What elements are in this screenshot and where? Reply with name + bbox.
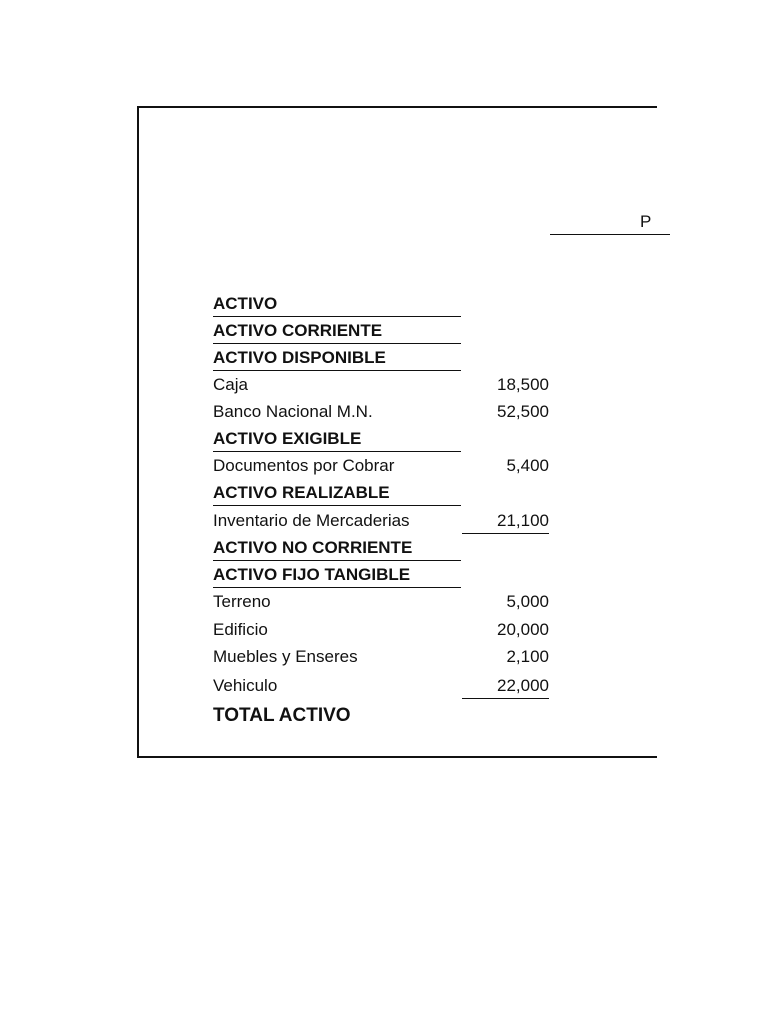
row-amount: 52,500	[497, 402, 549, 421]
row-amount	[462, 344, 549, 371]
row-label: ACTIVO CORRIENTE	[213, 317, 461, 344]
row-activo-disponible	[213, 344, 553, 371]
row-label: ACTIVO DISPONIBLE	[213, 344, 461, 371]
row-amount: 18,500	[497, 375, 549, 394]
row-amount: 5,400	[506, 456, 549, 475]
row-amount	[462, 534, 549, 561]
row-amount	[462, 479, 549, 506]
row-activo-corriente	[213, 317, 553, 344]
row-inventario	[213, 507, 553, 534]
row-amount	[462, 702, 549, 729]
row-vehiculo	[213, 672, 553, 699]
row-label: ACTIVO	[213, 290, 461, 317]
row-caja	[213, 371, 553, 398]
row-activo	[213, 290, 553, 317]
row-label: ACTIVO NO CORRIENTE	[213, 534, 461, 561]
row-amount: 21,100	[462, 507, 549, 534]
row-activo-realizable	[213, 479, 553, 506]
row-activo-no-corriente	[213, 534, 553, 561]
row-label: ACTIVO REALIZABLE	[213, 479, 461, 506]
row-label: Inventario de Mercaderias	[213, 511, 410, 530]
row-activo-exigible	[213, 425, 553, 452]
row-activo-fijo-tangible	[213, 561, 553, 588]
row-label: Banco Nacional M.N.	[213, 402, 373, 421]
row-amount: 22,000	[462, 672, 549, 699]
row-label: TOTAL ACTIVO	[213, 705, 351, 726]
header-partial-title: P	[640, 212, 652, 231]
row-amount	[462, 290, 549, 317]
row-label: Terreno	[213, 592, 271, 611]
row-label: Documentos por Cobrar	[213, 456, 395, 475]
row-terreno	[213, 588, 553, 615]
row-label: ACTIVO EXIGIBLE	[213, 425, 461, 452]
row-label: ACTIVO FIJO TANGIBLE	[213, 561, 461, 588]
row-banco	[213, 398, 553, 425]
row-amount	[462, 317, 549, 344]
row-total-activo	[213, 702, 553, 729]
row-documentos	[213, 452, 553, 479]
row-amount: 5,000	[506, 592, 549, 611]
row-label: Edificio	[213, 620, 268, 639]
row-label: Muebles y Enseres	[213, 647, 358, 666]
row-label: Vehiculo	[213, 676, 278, 695]
header-cell	[550, 208, 670, 235]
row-amount	[462, 425, 549, 452]
row-amount	[462, 561, 549, 588]
row-edificio	[213, 616, 553, 643]
row-amount: 2,100	[506, 647, 549, 666]
row-amount: 20,000	[497, 620, 549, 639]
row-label: Caja	[213, 375, 248, 394]
row-muebles	[213, 643, 553, 670]
